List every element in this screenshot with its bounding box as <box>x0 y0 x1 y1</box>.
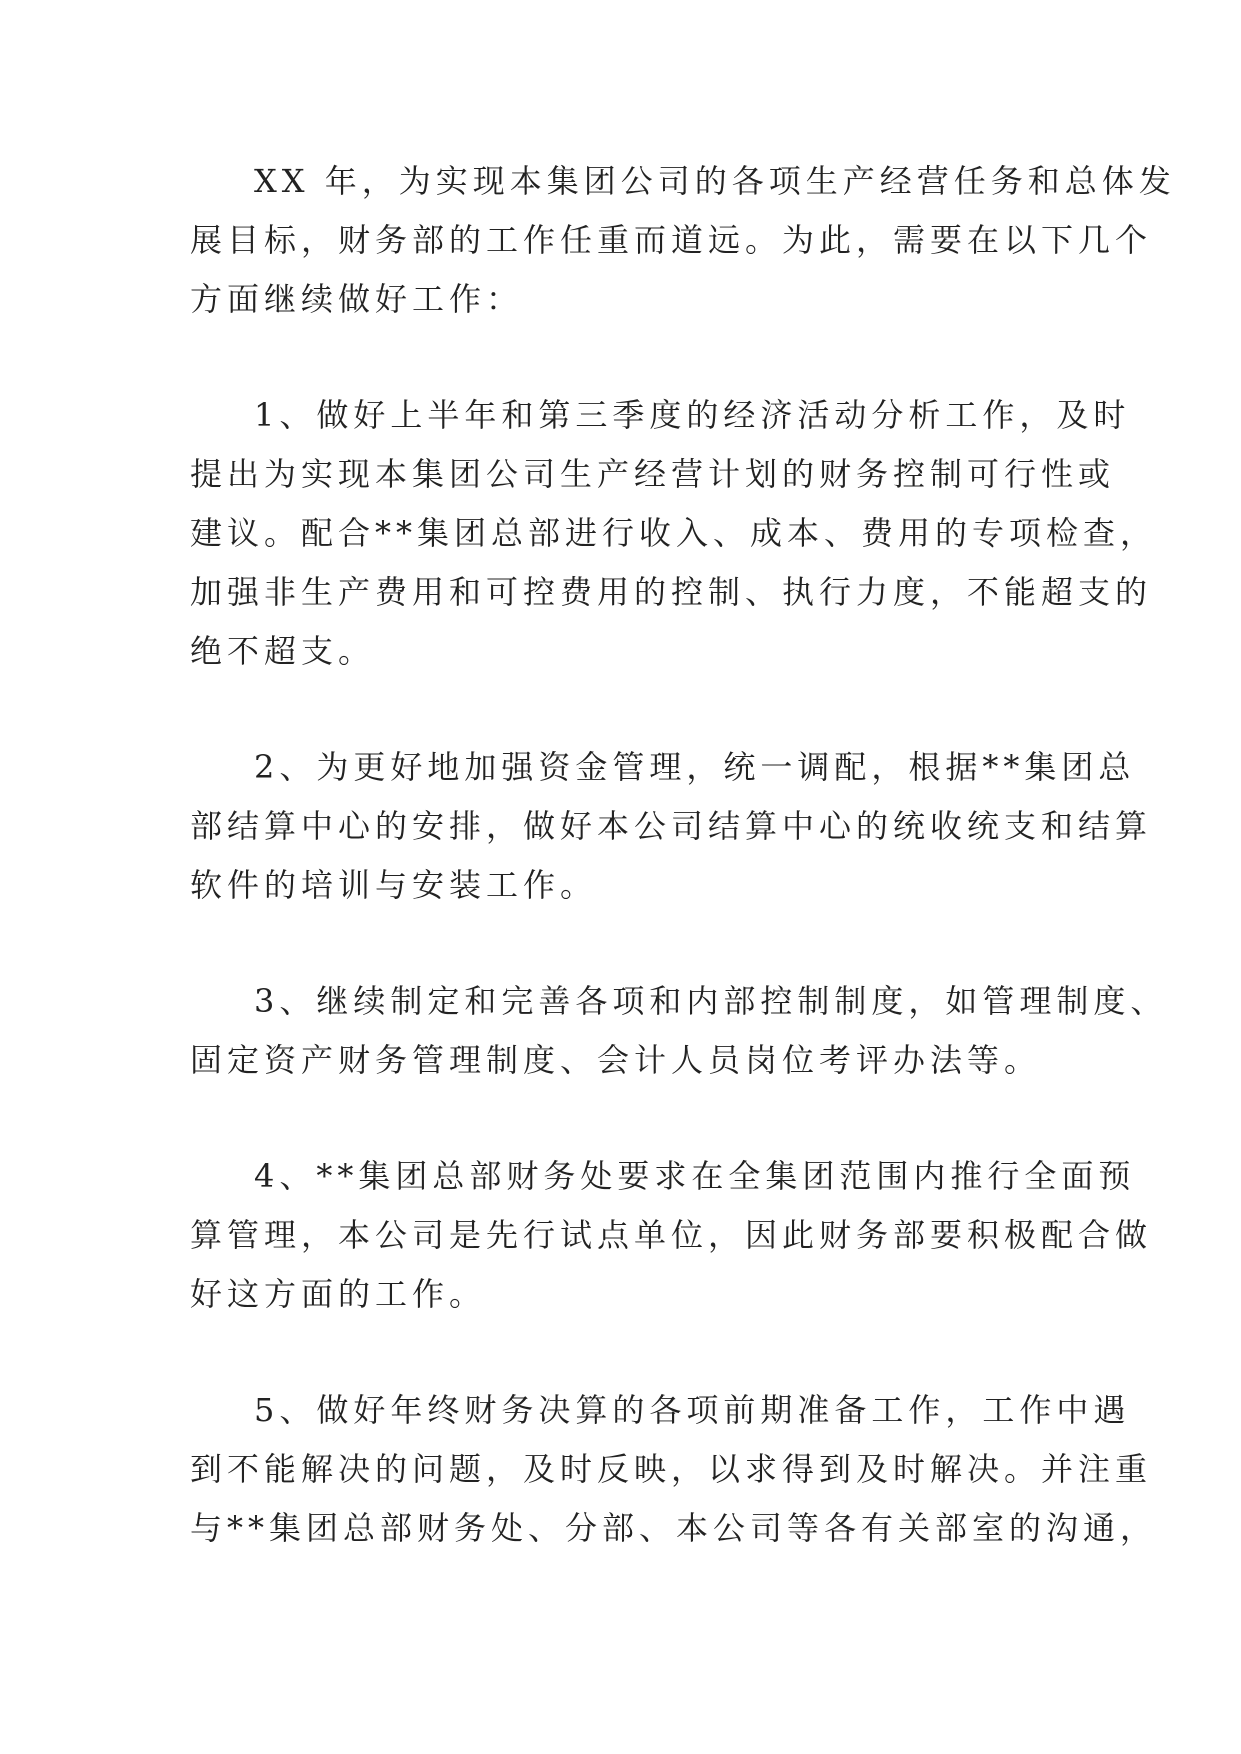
paragraph-line: 到不能解决的问题，及时反映，以求得到及时解决。并注重 <box>190 1450 1153 1488</box>
paragraph-line: 1、做好上半年和第三季度的经济活动分析工作，及时 <box>254 396 1131 434</box>
item-1-paragraph <box>190 386 1158 681</box>
document-body <box>190 152 1176 1615</box>
paragraph-line: 软件的培训与安装工作。 <box>190 866 598 904</box>
paragraph-line: 方面继续做好工作： <box>190 280 524 318</box>
item-3-paragraph <box>190 972 1168 1090</box>
paragraph-line: 建议。配合**集团总部进行收入、成本、费用的专项检查， <box>190 514 1158 552</box>
paragraph-line: XX 年，为实现本集团公司的各项生产经营任务和总体发 <box>254 162 1176 200</box>
paragraph-line: 3、继续制定和完善各项和内部控制制度，如管理制度、 <box>254 982 1168 1020</box>
paragraph-line: 绝不超支。 <box>190 632 376 670</box>
item-2-paragraph <box>190 738 1153 915</box>
paragraph-line: 4、**集团总部财务处要求在全集团范围内推行全面预 <box>254 1157 1136 1195</box>
paragraph-line: 展目标，财务部的工作任重而道远。为此，需要在以下几个 <box>190 221 1153 259</box>
paragraph-line: 好这方面的工作。 <box>190 1275 487 1313</box>
paragraph-line: 5、做好年终财务决算的各项前期准备工作，工作中遇 <box>254 1391 1131 1429</box>
paragraph-line: 部结算中心的安排，做好本公司结算中心的统收统支和结算 <box>190 807 1153 845</box>
item-4-paragraph <box>190 1147 1153 1324</box>
paragraph-line: 2、为更好地加强资金管理，统一调配，根据**集团总 <box>254 748 1136 786</box>
paragraph-line: 固定资产财务管理制度、会计人员岗位考评办法等。 <box>190 1041 1042 1079</box>
paragraph-line: 算管理，本公司是先行试点单位，因此财务部要积极配合做 <box>190 1216 1153 1254</box>
paragraph-line: 与**集团总部财务处、分部、本公司等各有关部室的沟通， <box>190 1509 1158 1547</box>
paragraph-line: 加强非生产费用和可控费用的控制、执行力度，不能超支的 <box>190 573 1153 611</box>
item-5-paragraph <box>190 1381 1158 1558</box>
intro-paragraph <box>190 152 1176 329</box>
paragraph-line: 提出为实现本集团公司生产经营计划的财务控制可行性或 <box>190 455 1116 493</box>
